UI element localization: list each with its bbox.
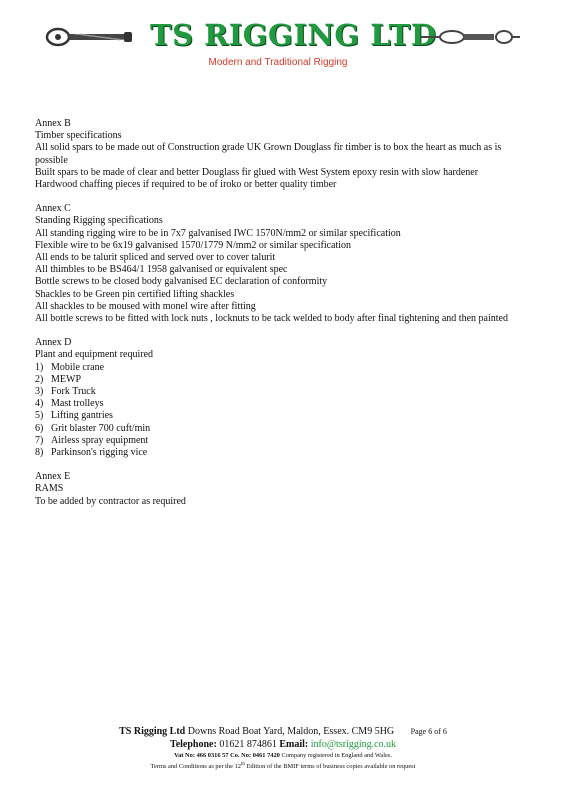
annex-b <box>35 118 535 191</box>
section-line: To be added by contractor as required <box>35 495 186 507</box>
list-item <box>35 362 535 374</box>
item-number: 5) <box>35 410 44 422</box>
shackle-icon <box>44 26 134 48</box>
section-line: Built spars to be made of clear and better Douglass fir glued with West System epoxy resin with slow hardener <box>35 166 479 178</box>
terms-superscript: th <box>240 762 245 767</box>
footer-contact-line <box>0 738 566 751</box>
document-body <box>35 118 535 520</box>
item-number: 3) <box>35 386 44 398</box>
co-number: 0461 7420 <box>252 752 280 759</box>
registered-text: Company registered in England and Wales. <box>281 752 392 759</box>
terms-text-end: Edition of the BMIF terms of business copies available on request <box>246 763 416 771</box>
list-item <box>35 447 535 459</box>
section-heading: Annex C <box>35 203 71 215</box>
footer-terms-line <box>0 760 566 771</box>
terms-text-start: Terms and Conditions as per the 12 <box>150 763 241 771</box>
item-text: Fork Truck <box>51 386 96 398</box>
page-footer <box>0 725 566 771</box>
item-number: 6) <box>35 422 44 434</box>
item-text: Lifting gantries <box>51 410 113 422</box>
section-heading: Annex E <box>35 471 71 483</box>
section-line: Shackles to be Green pin certified lifting shackles <box>35 288 235 300</box>
letterhead <box>0 0 566 80</box>
vat-number: 466 0316 57 <box>196 752 229 759</box>
section-line: All shackles to be moused with monel wire after fitting <box>35 300 256 312</box>
list-item <box>35 423 535 435</box>
item-text: Parkinson's rigging vice <box>51 447 148 459</box>
telephone-label: Telephone: <box>169 739 217 750</box>
section-line: Bottle screws to be closed body galvanised EC declaration of conformity <box>35 276 328 288</box>
co-label: Co. No: <box>230 752 252 759</box>
item-number: 7) <box>35 434 44 446</box>
section-intro: Plant and equipment required <box>35 349 154 361</box>
vat-label: Vat No: <box>174 752 195 759</box>
item-text: Mobile crane <box>51 361 105 373</box>
item-text: Mast trolleys <box>51 398 104 410</box>
footer-address: Downs Road Boat Yard, Maldon, Essex. CM9 5HG <box>187 726 395 737</box>
section-line: All standing rigging wire to be in 7x7 galvanised IWC 1570N/mm2 or similar specification <box>35 227 401 239</box>
telephone-number: 01621 874861 <box>219 739 277 750</box>
page-number: Page 6 of 6 <box>410 727 447 736</box>
footer-registration-line <box>0 751 566 760</box>
footer-address-line <box>0 725 566 738</box>
section-line: Flexible wire to be 6x19 galvanised 1570/1779 N/mm2 or similar specification <box>35 239 352 251</box>
section-line: Hardwood chaffing pieces if required to be of iroko or better quality timber <box>35 179 337 191</box>
list-item <box>35 410 535 422</box>
section-line: All ends to be talurit spliced and served over to cover talurit <box>35 252 276 264</box>
section-line: Standing Rigging specifications <box>35 215 163 227</box>
annex-e <box>35 471 535 508</box>
section-line: All bottle screws to be fitted with lock nuts , locknuts to be tack welded to body after final tightening and then painted <box>35 313 508 325</box>
annex-c <box>35 203 535 325</box>
annex-d <box>35 337 535 459</box>
list-item <box>35 386 535 398</box>
item-number: 4) <box>35 398 44 410</box>
email-label: Email: <box>279 739 309 750</box>
list-item <box>35 435 535 447</box>
section-line: All solid spars to be made out of Construction grade UK Grown Douglass fir timber is to box the heart as much as is possible <box>35 142 502 166</box>
company-brand: TS RIGGING LTD <box>150 18 437 52</box>
footer-company: TS Rigging Ltd <box>119 726 186 737</box>
section-line: All thimbles to be BS464/1 1958 galvanised or equivalent spec <box>35 264 288 276</box>
list-item <box>35 374 535 386</box>
section-heading: Annex D <box>35 337 72 349</box>
item-number: 8) <box>35 447 44 459</box>
section-line: RAMS <box>35 483 64 495</box>
section-line: Timber specifications <box>35 130 122 142</box>
item-text: Grit blaster 700 cuft/min <box>51 422 151 434</box>
item-number: 2) <box>35 373 44 385</box>
item-text: MEWP <box>51 373 81 385</box>
email-link[interactable]: info@tsrigging.co.uk <box>310 739 397 750</box>
item-text: Airless spray equipment <box>51 434 149 446</box>
turnbuckle-icon <box>418 28 522 46</box>
item-number: 1) <box>35 361 44 373</box>
equipment-list <box>35 362 535 460</box>
section-heading: Annex B <box>35 118 71 129</box>
tagline: Modern and Traditional Rigging <box>208 57 348 68</box>
list-item <box>35 398 535 410</box>
